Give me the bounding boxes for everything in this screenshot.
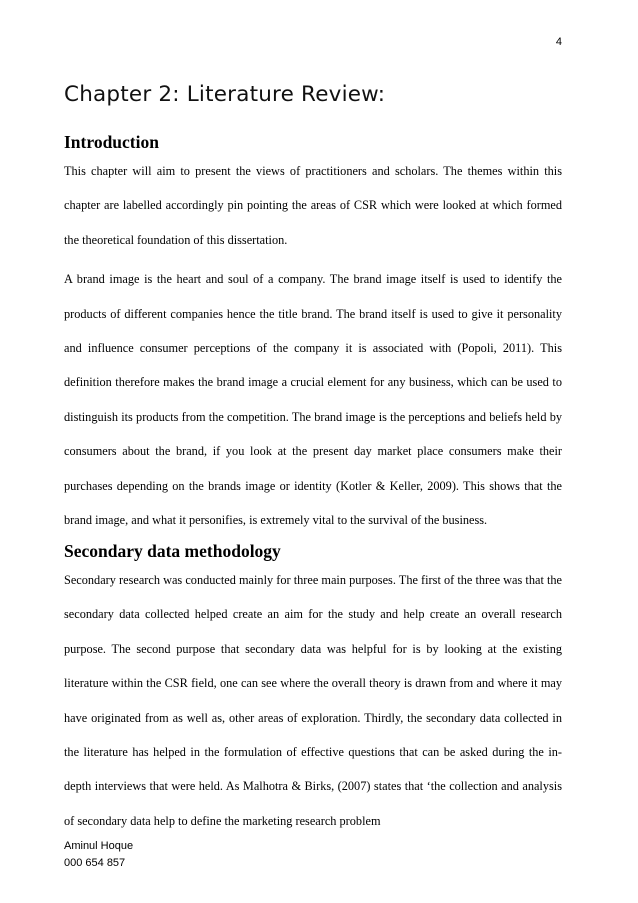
- introduction-heading: Introduction: [64, 132, 159, 152]
- page-footer: [64, 838, 133, 872]
- secondary-data-paragraph-1: Secondary research was conducted mainly for three main purposes. The first of the three was that the secondary data collected helped create an aim for the study and help create an overall research purpose. The second purpose that secondary data was helpful for is by looking at the existing literature within the CSR field, one can see where the overall theory is drawn from and where it may have originated from as well as, other areas of exploration. Thirdly, the secondary data collected in the literature has helped in the formulation of effective questions that can be asked during the in-depth interviews that were held. As Malhotra & Birks, (2007) states that ‘the collection and analysis of secondary data help to define the marketing research problem: [64, 573, 562, 828]
- secondary-data-heading: Secondary data methodology: [64, 541, 281, 561]
- footer-author: Aminul Hoque: [64, 840, 134, 852]
- introduction-section: [64, 128, 562, 537]
- introduction-paragraph-2: A brand image is the heart and soul of a company. The brand image itself is used to identify the products of different companies hence the title brand. The brand itself is used to give it personality and influence consumer perceptions of the company it is associated with (Popoli, 2011). This definition therefore makes the brand image a crucial element for any business, which can be used to distinguish its products from the competition. The brand image is the perceptions and beliefs held by consumers about the brand, if you look at the present day market place consumers make their purchases depending on the brands image or identity (Kotler & Keller, 2009). This shows that the brand image, and what it personifies, is extremely vital to the survival of the business.: [64, 272, 562, 528]
- footer-student-id: 000 654 857: [64, 857, 126, 869]
- page-number: 4: [555, 36, 562, 48]
- introduction-paragraph-1: This chapter will aim to present the views of practitioners and scholars. The themes within this chapter are labelled accordingly pin pointing the areas of CSR which were looked at which formed the theoretical foundation of this dissertation.: [64, 164, 562, 247]
- chapter-title: Chapter 2: Literature Review:: [64, 82, 386, 107]
- secondary-data-section: [64, 536, 562, 838]
